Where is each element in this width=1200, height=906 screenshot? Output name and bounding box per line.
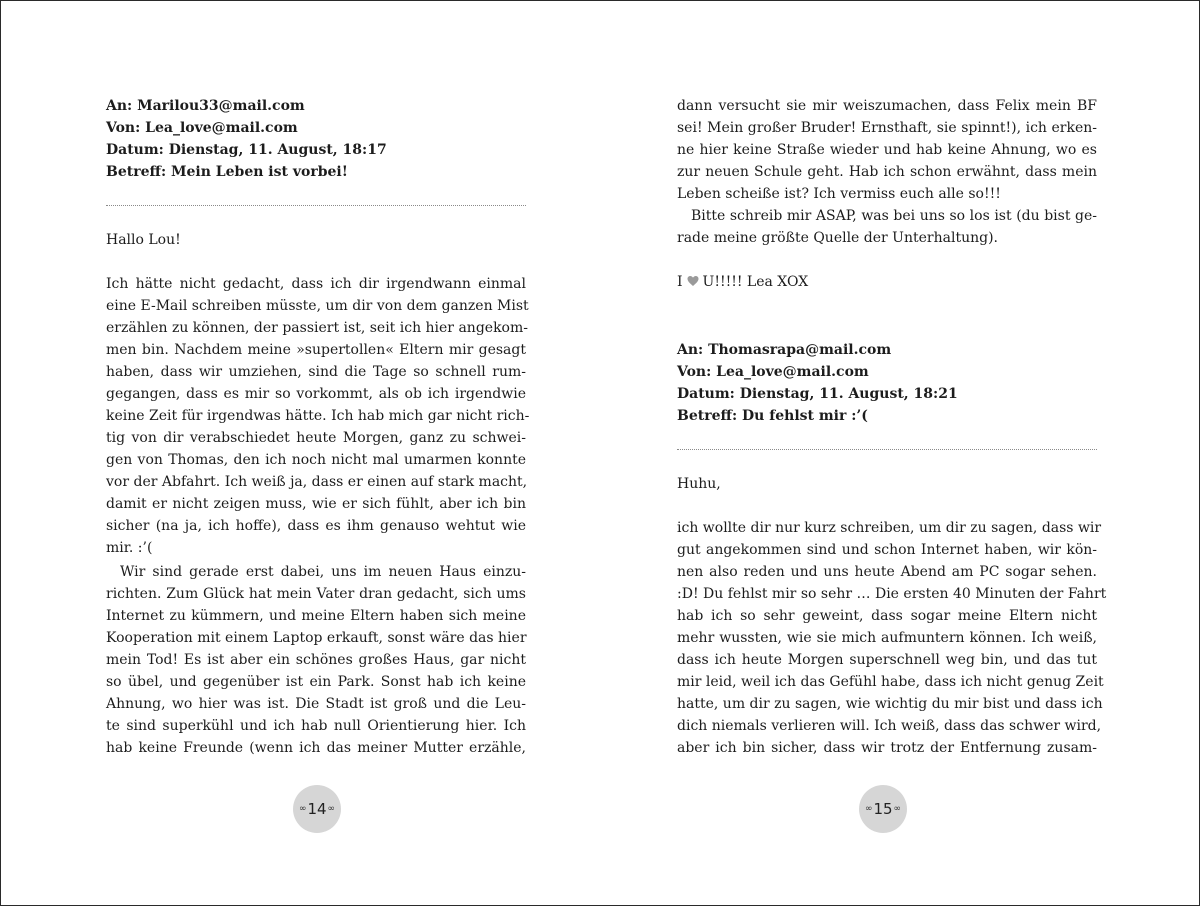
text-line: mein Tod! Es ist aber ein schönes großes Haus, gar nicht bbox=[106, 652, 526, 668]
infinity-ornament-icon: ∞ bbox=[298, 804, 307, 814]
text-line: dann versucht sie mir weiszumachen, dass Felix mein BF bbox=[677, 98, 1097, 114]
email-greeting: Huhu, bbox=[677, 476, 721, 492]
dotted-divider bbox=[677, 449, 1097, 450]
email-header-subject: Betreff: Mein Leben ist vorbei! bbox=[106, 164, 348, 180]
text-line: aber ich bin sicher, dass wir trotz der Entfernung zusam- bbox=[677, 740, 1097, 756]
text-line: keine Zeit für irgendwas hätte. Ich hab mich gar nicht rich- bbox=[106, 408, 530, 424]
page-number-badge bbox=[293, 785, 341, 833]
text-line: Ahnung, wo hier was ist. Die Stadt ist groß und die Leu- bbox=[106, 696, 526, 712]
text-line: mehr wussten, wie sie mich aufmuntern können. Ich weiß, bbox=[677, 630, 1097, 646]
email-header-to: An: Thomasrapa@mail.com bbox=[677, 342, 892, 358]
signoff-end: U!!!!! Lea XOX bbox=[702, 274, 809, 290]
page-number: 14 bbox=[307, 800, 327, 818]
text-line: so übel, und gegenüber ist ein Park. Sonst hab ich keine bbox=[106, 674, 526, 690]
text-line: tig von dir verabschiedet heute Morgen, ganz zu schwei- bbox=[106, 430, 526, 446]
text-line: rade meine größte Quelle der Unterhaltung). bbox=[677, 230, 998, 246]
email-header-date: Datum: Dienstag, 11. August, 18:21 bbox=[677, 386, 958, 402]
infinity-ornament-icon: ∞ bbox=[893, 804, 902, 814]
text-line: haben, dass wir umziehen, sind die Tage so schnell rum- bbox=[106, 364, 526, 380]
text-line: Internet zu kümmern, und meine Eltern haben sich meine bbox=[106, 608, 526, 624]
signoff-start: I bbox=[677, 274, 683, 290]
page-number: 15 bbox=[873, 800, 893, 818]
text-line: te sind superkühl und ich hab null Orientierung hier. Ich bbox=[106, 718, 526, 734]
text-line: hab keine Freunde (wenn ich das meiner Mutter erzähle, bbox=[106, 740, 526, 756]
email-header-date: Datum: Dienstag, 11. August, 18:17 bbox=[106, 142, 387, 158]
text-line: Leben scheiße ist? Ich vermiss euch alle so!!! bbox=[677, 186, 1001, 202]
text-line: ich wollte dir nur kurz schreiben, um dir zu sagen, dass wir bbox=[677, 520, 1102, 536]
email-header-from: Von: Lea_love@mail.com bbox=[106, 120, 298, 136]
text-line: sei! Mein großer Bruder! Ernsthaft, sie spinnt!), ich erken- bbox=[677, 120, 1097, 136]
email-header-from: Von: Lea_love@mail.com bbox=[677, 364, 869, 380]
text-line: Ich hätte nicht gedacht, dass ich dir irgendwann einmal bbox=[106, 276, 526, 292]
text-line: Bitte schreib mir ASAP, was bei uns so los ist (du bist ge- bbox=[691, 208, 1097, 224]
text-line: nen also reden und uns heute Abend am PC sogar sehen. bbox=[677, 564, 1097, 580]
text-line: :D! Du fehlst mir so sehr … Die ersten 40 Minuten der Fahrt bbox=[677, 586, 1107, 602]
text-line: dich niemals verlieren will. Ich weiß, dass das schwer wird, bbox=[677, 718, 1102, 734]
dotted-divider bbox=[106, 205, 526, 206]
text-line: gen von Thomas, den ich noch nicht mal umarmen konnte bbox=[106, 452, 526, 468]
heart-icon bbox=[687, 275, 699, 287]
infinity-ornament-icon: ∞ bbox=[327, 804, 336, 814]
text-line: damit er nicht zeigen muss, wie er sich fühlt, aber ich bin bbox=[106, 496, 526, 512]
text-line: gegangen, dass es mir so vorkommt, als ob ich irgendwie bbox=[106, 386, 526, 402]
text-line: erzählen zu können, der passiert ist, seit ich hier angekom- bbox=[106, 320, 528, 336]
text-line: gut angekommen sind und schon Internet haben, wir kön- bbox=[677, 542, 1097, 558]
text-line: ne hier keine Straße wieder und hab keine Ahnung, wo es bbox=[677, 142, 1097, 158]
text-line: eine E-Mail schreiben müsste, um dir von dem ganzen Mist bbox=[106, 298, 529, 314]
text-line: men bin. Nachdem meine »supertollen« Eltern mir gesagt bbox=[106, 342, 526, 358]
infinity-ornament-icon: ∞ bbox=[864, 804, 873, 814]
text-line: hatte, um dir zu sagen, wie wichtig du mir bist und dass ich bbox=[677, 696, 1103, 712]
text-line: richten. Zum Glück hat mein Vater dran gedacht, sich ums bbox=[106, 586, 526, 602]
text-line: Wir sind gerade erst dabei, uns im neuen Haus einzu- bbox=[120, 564, 526, 580]
text-line: sicher (na ja, ich hoffe), dass es ihm genauso wehtut wie bbox=[106, 518, 526, 534]
text-line: hab ich so sehr geweint, dass sogar meine Eltern nicht bbox=[677, 608, 1097, 624]
email-greeting: Hallo Lou! bbox=[106, 232, 181, 248]
text-line: zur neuen Schule geht. Hab ich schon erwähnt, dass mein bbox=[677, 164, 1097, 180]
text-line: Kooperation mit einem Laptop erkauft, sonst wäre das hier bbox=[106, 630, 527, 646]
email-header-to: An: Marilou33@mail.com bbox=[106, 98, 305, 114]
email-header-subject: Betreff: Du fehlst mir :’( bbox=[677, 408, 868, 424]
text-line: mir leid, weil ich das Gefühl habe, dass ich nicht genug Zeit bbox=[677, 674, 1104, 690]
text-line: mir. :’( bbox=[106, 540, 153, 556]
text-line: vor der Abfahrt. Ich weiß ja, dass er einen auf stark macht, bbox=[106, 474, 528, 490]
email-signoff bbox=[677, 271, 1097, 293]
text-line: dass ich heute Morgen superschnell weg bin, und das tut bbox=[677, 652, 1097, 668]
page-number-badge bbox=[859, 785, 907, 833]
